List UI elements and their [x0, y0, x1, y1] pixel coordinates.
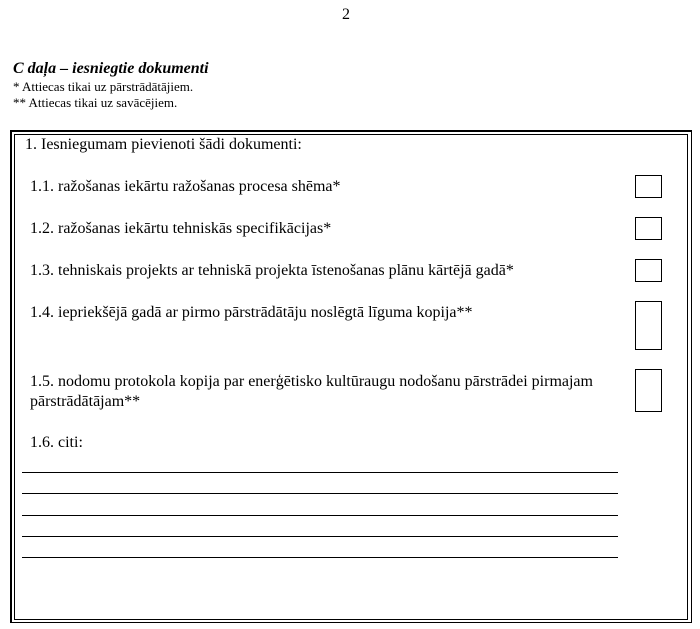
document-item-label: 1.4. iepriekšējā gadā ar pirmo pārstrādātāju noslēgtā līguma kopija** [30, 304, 473, 321]
document-item-label: 1.5. nodomu protokola kopija par enerģētisko kultūraugu nodošanu pārstrādei pirmajam pārstrādātājam** [30, 373, 593, 410]
other-documents-line[interactable] [22, 472, 618, 473]
documents-heading: 1. Iesniegumam pievienoti šādi dokumenti: [25, 136, 302, 153]
footnote-collectors: ** Attiecas tikai uz savācējiem. [13, 95, 178, 110]
section-title: C daļa – iesniegtie dokumenti [13, 60, 209, 77]
other-documents-line[interactable] [22, 557, 618, 558]
document-item-checkbox[interactable] [635, 369, 662, 412]
other-documents-line[interactable] [22, 536, 618, 537]
page-number: 2 [342, 6, 350, 23]
document-item-checkbox[interactable] [635, 301, 662, 350]
other-documents-label: 1.6. citi: [30, 434, 83, 451]
footnote-processors: * Attiecas tikai uz pārstrādātājiem. [13, 79, 194, 94]
document-item-checkbox[interactable] [635, 259, 662, 282]
other-documents-line[interactable] [22, 493, 618, 494]
document-item-label: 1.3. tehniskais projekts ar tehniskā projekta īstenošanas plānu kārtējā gadā* [30, 262, 514, 279]
document-item-label: 1.1. ražošanas iekārtu ražošanas procesa shēma* [30, 178, 341, 195]
document-item-checkbox[interactable] [635, 217, 662, 240]
document-item-label: 1.2. ražošanas iekārtu tehniskās specifikācijas* [30, 220, 332, 237]
other-documents-line[interactable] [22, 515, 618, 516]
document-item-checkbox[interactable] [635, 175, 662, 198]
